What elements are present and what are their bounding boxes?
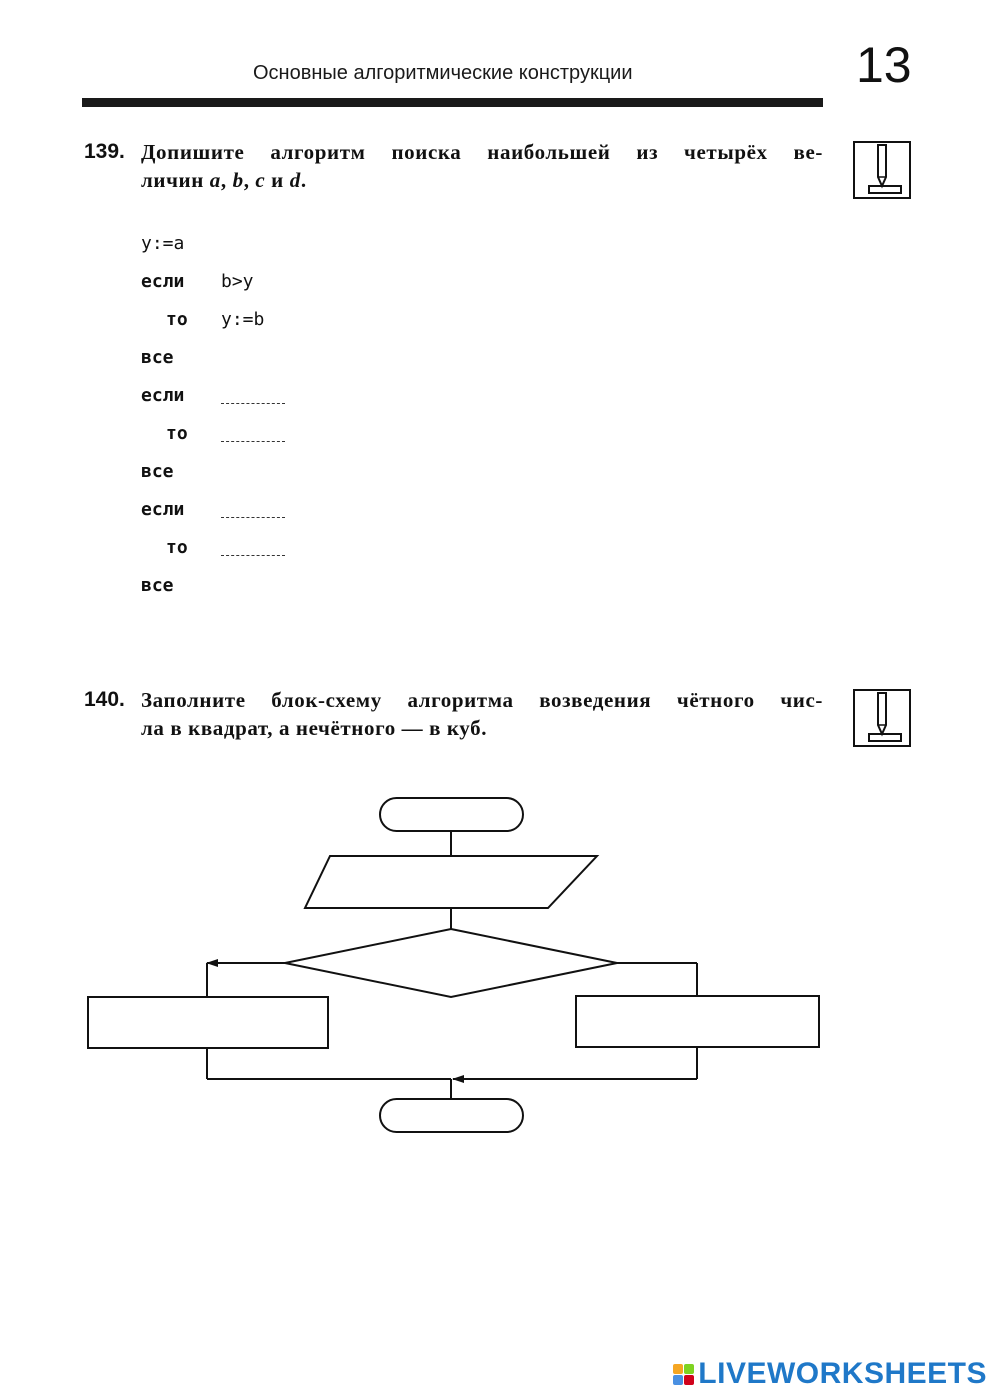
code-if-keyword: если [141, 385, 185, 406]
var-b: b [232, 168, 244, 192]
end-terminal[interactable] [380, 1099, 523, 1132]
task-139-line-1: Допишите алгоритм поиска наибольшей из четырёх ве- [141, 140, 823, 164]
logo-text: LIVEWORKSHEETS [698, 1357, 987, 1390]
task-140-number: 140. [84, 688, 125, 711]
page-number: 13 [856, 37, 912, 93]
logo-mark-icon [673, 1364, 694, 1385]
task-139-line-2: личин a, b, c и d. [141, 168, 307, 192]
code-end-keyword: все [141, 347, 174, 368]
start-terminal[interactable] [380, 798, 523, 831]
code-condition-1: b>y [221, 271, 254, 292]
code-then-keyword: то [166, 309, 188, 330]
decision-block[interactable] [285, 929, 617, 997]
code-action-1: y:=b [221, 309, 265, 330]
task-140-line-1: Заполните блок-схему алгоритма возведения чётного чис- [141, 688, 823, 712]
code-then-keyword: то [166, 423, 188, 444]
code-if-keyword: если [141, 271, 185, 292]
code-assign-line: y:=a [141, 233, 185, 254]
code-then-keyword: то [166, 537, 188, 558]
right-process-block[interactable] [576, 996, 819, 1047]
liveworksheets-logo [673, 1357, 987, 1391]
task-139-number: 139. [84, 140, 125, 163]
left-process-block[interactable] [88, 997, 328, 1048]
var-d: d [289, 168, 301, 192]
var-a: a [209, 168, 221, 192]
code-end-keyword: все [141, 575, 174, 596]
var-c: c [255, 168, 266, 192]
code-end-keyword: все [141, 461, 174, 482]
input-block[interactable] [305, 856, 597, 908]
code-if-keyword: если [141, 499, 185, 520]
page-header-title: Основные алгоритмические конструкции [253, 62, 633, 84]
task-140-line-2: ла в квадрат, а нечётного — в куб. [141, 716, 488, 740]
